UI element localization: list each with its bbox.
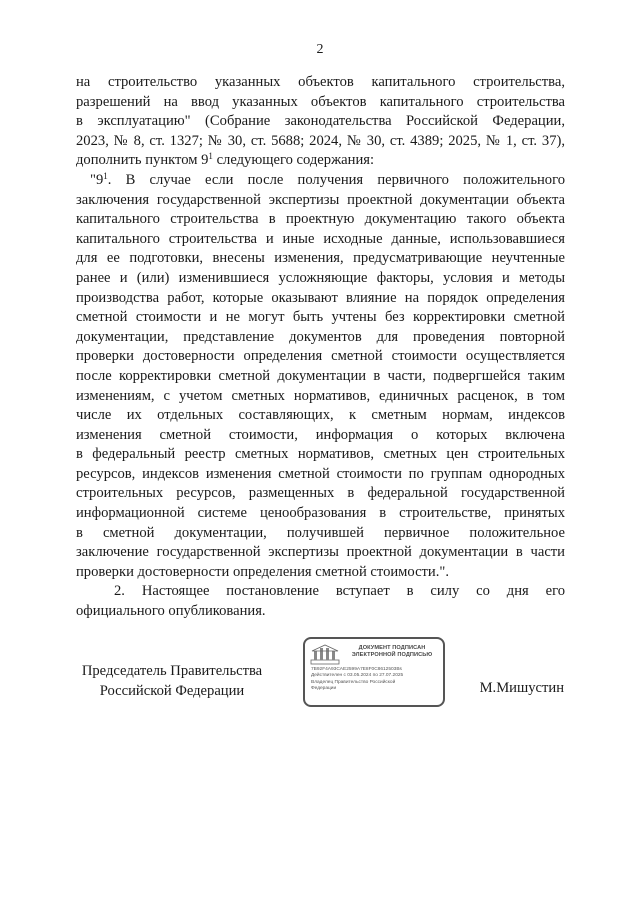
- text-line: 2. Настоящее постановление вступает в силу со дня его: [114, 583, 565, 600]
- text-fragment: "9: [90, 171, 104, 188]
- stamp-validity: Действителен с 03.05.2024 по 27.07.2025: [311, 673, 404, 679]
- text-line: документации, представление документов для проведения повторной: [76, 328, 565, 345]
- text-line: официального опубликования.: [76, 603, 266, 620]
- signatory-title: [77, 661, 267, 701]
- signatory-title-line: Российской Федерации: [99, 683, 245, 699]
- signatory-title-line: Председатель Правительства: [81, 663, 263, 679]
- text-line: строительных ресурсов, размещенных в федеральной государственной: [76, 485, 565, 502]
- text-line: на строительство указанных объектов капитального строительства,: [76, 74, 565, 90]
- text-line: в федеральный реестр сметных нормативов, сметных цен строительных: [76, 446, 565, 463]
- text-line: 2023, № 8, ст. 1327; № 30, ст. 5688; 2024, № 30, ст. 4389; 2025, № 1, ст. 37),: [76, 132, 565, 149]
- paragraph-amendment-intro: [76, 73, 565, 171]
- text-line: в сметной документации, получившей первичное положительное: [76, 524, 565, 541]
- text-line: проверки достоверности определения сметной стоимости.".: [76, 563, 449, 580]
- text-line: капитального строительства и иные исходные данные, использовавшиеся: [76, 230, 565, 247]
- paragraph-clause-9-1: [76, 171, 565, 582]
- text-line: числе их отдельных составляющих, к сметным нормам, индексов: [76, 407, 565, 424]
- text-line: [76, 171, 565, 191]
- signatory-name: М.Мишустин: [479, 680, 564, 696]
- text-line: после корректировки сметной документации в части, подвергшейся таким: [76, 367, 565, 384]
- superscript: 1: [103, 170, 108, 181]
- page-number: 2: [316, 42, 324, 57]
- text-fragment: дополнить пунктом 9: [76, 152, 209, 169]
- text-line: изменения сметной стоимости, информация о которых включена: [76, 426, 565, 443]
- superscript: 1: [208, 151, 213, 162]
- text-line: сметной стоимости и не могут быть учтены без корректировки сметной: [76, 309, 565, 326]
- text-line: ранее и (или) изменившиеся усложняющие факторы, условия и методы: [76, 269, 565, 286]
- text-line: заключения государственной экспертизы проектной документации объекта: [76, 191, 565, 208]
- stamp-details: [311, 667, 443, 693]
- text-line: изменениям, с учетом сметных нормативов, единичных расценок, в том: [76, 387, 565, 404]
- text-line: в эксплуатацию" (Собрание законодательства Российской Федерации,: [76, 113, 565, 130]
- stamp-header: [343, 645, 441, 659]
- text-line: разрешений на ввод указанных объектов капитального строительства: [76, 93, 565, 110]
- text-line: информационной системе ценообразования в строительстве, принятых: [76, 505, 565, 522]
- text-line: производства работ, которые оказывают влияние на порядок определения: [76, 289, 565, 306]
- stamp-header-line: ДОКУМЕНТ ПОДПИСАН: [358, 645, 426, 651]
- stamp-header-line: ЭЛЕКТРОННОЙ ПОДПИСЬЮ: [351, 652, 433, 658]
- text-line: заключение государственной экспертизы проектной документации в части: [76, 544, 565, 561]
- electronic-signature-stamp: [303, 637, 445, 707]
- text-fragment: . В случае если после получения первичного положительного: [107, 171, 565, 188]
- coat-of-arms-icon: [310, 644, 340, 666]
- stamp-owner: Владелец Правительство Российской: [311, 679, 396, 685]
- paragraph-entry-into-force: [76, 582, 565, 621]
- stamp-certificate: 7B92F4A93CAE2599A7E8F0C8612503Bs: [311, 667, 402, 672]
- text-line: проверки достоверности определения сметной стоимости осуществляется: [76, 348, 565, 365]
- document-body: [76, 73, 565, 622]
- text-line: [76, 151, 565, 171]
- text-line: ресурсов, индексов изменения сметной стоимости по группам однородных: [76, 465, 565, 482]
- text-line: для ее подготовки, внесены изменения, предусматривающие неучтенные: [76, 250, 565, 267]
- text-fragment: следующего содержания:: [212, 152, 375, 169]
- stamp-owner: Федерации: [311, 686, 337, 692]
- text-line: капитального строительства в проектную документацию такого объекта: [76, 211, 565, 228]
